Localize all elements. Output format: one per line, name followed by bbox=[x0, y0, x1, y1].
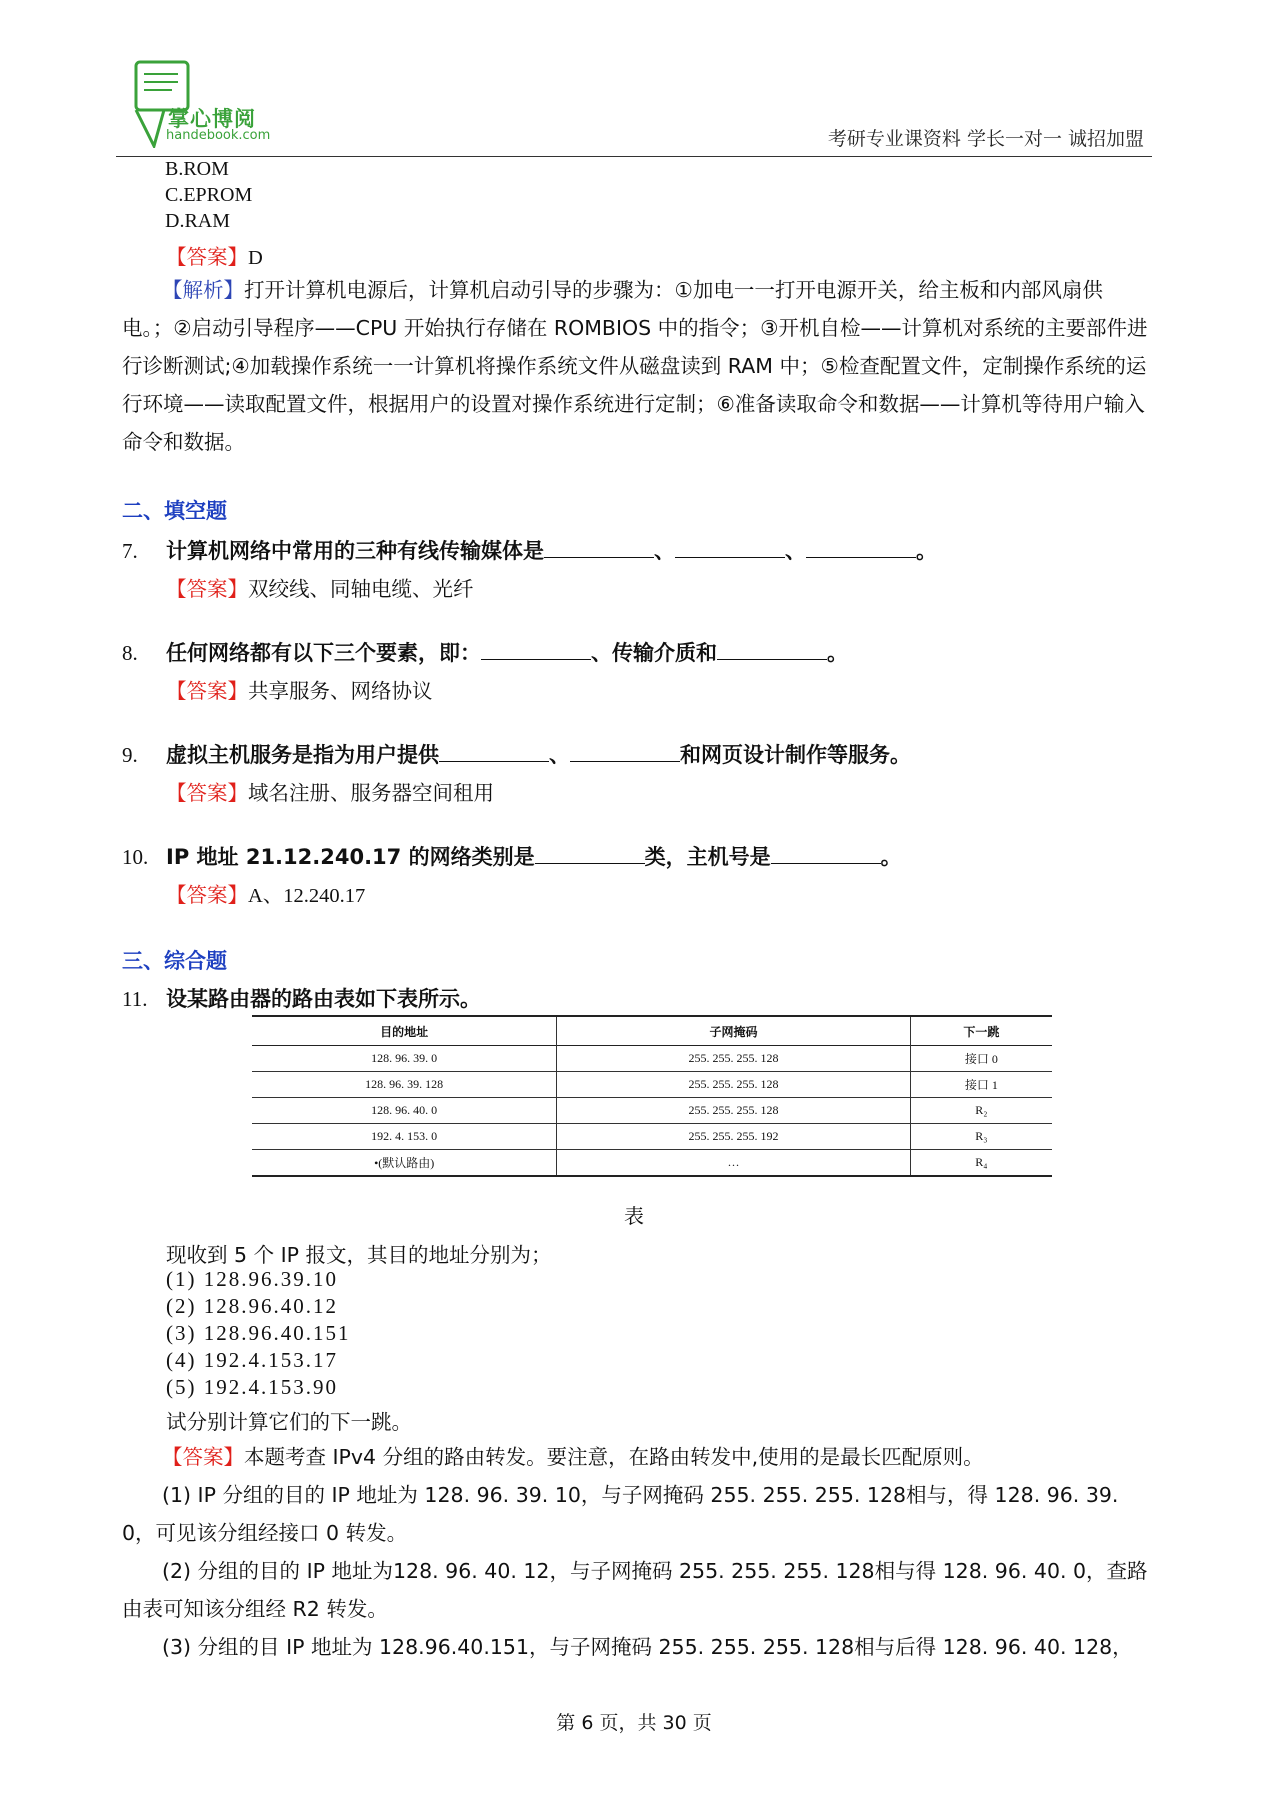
q8-text: 任何网络都有以下三个要素，即： bbox=[166, 641, 481, 665]
cell: R₂ bbox=[910, 1098, 1052, 1124]
blank bbox=[675, 539, 785, 558]
q7-answer bbox=[166, 572, 474, 602]
section-comprehensive: 三、综合题 bbox=[122, 949, 227, 973]
q10-end: 。 bbox=[880, 845, 902, 869]
section-fill-in: 二、填空题 bbox=[122, 499, 227, 523]
q6-analysis-text: 打开计算机电源后，计算机启动引导的步骤为：①加电一一打开电源开关，给主板和内部风扇供电。；②启动引导程序——CPU 开始执行存储在 ROMBIOS 中的指令；③开机自检——计算机对系统的主要部件进行诊断测试;④加载操作系统一一计算机将操作系统文件从磁盘读到 RAM 中；⑤检查配置文件，定制操作系统的运行环境——读取配置文件，根据用户的设置对操作系统进行定制；⑥准备读取命令和数据——计算机等待用户输入命令和数据。 bbox=[122, 278, 1148, 454]
q9-number: 9. bbox=[122, 743, 138, 767]
q9-answer-value: 域名注册、服务器空间租用 bbox=[248, 781, 494, 805]
answer-tag: 【答案】 bbox=[166, 883, 248, 907]
logo-brand-url: handebook.com bbox=[166, 128, 271, 143]
q8-end: 。 bbox=[827, 641, 848, 665]
question-11 bbox=[122, 983, 481, 1013]
q8-mid: 、传输介质和 bbox=[591, 641, 717, 665]
q9-text: 虚拟主机服务是指为用户提供 bbox=[166, 743, 439, 767]
q7-number: 7. bbox=[122, 539, 138, 563]
table-header-row bbox=[252, 1016, 1052, 1046]
cell: 255. 255. 255. 128 bbox=[557, 1072, 910, 1098]
address-5: (5) 192.4.153.90 bbox=[166, 1375, 338, 1399]
answer-tag: 【答案】 bbox=[162, 1445, 244, 1469]
cell: 128. 96. 39. 0 bbox=[371, 1051, 438, 1065]
question-8 bbox=[122, 637, 848, 667]
blank bbox=[535, 845, 645, 864]
q7-answer-value: 双绞线、同轴电缆、光纤 bbox=[248, 577, 474, 601]
address-4: (4) 192.4.153.17 bbox=[166, 1348, 338, 1372]
cell: 255. 255. 255. 128 bbox=[557, 1098, 910, 1124]
table-row bbox=[252, 1124, 1052, 1150]
cell: 255. 255. 255. 128 bbox=[557, 1046, 910, 1072]
blank bbox=[439, 743, 549, 762]
q7-sep: 、 bbox=[785, 539, 806, 563]
col-mask: 子网掩码 bbox=[557, 1016, 910, 1046]
page-footer: 第 6 页，共 30 页 bbox=[556, 1712, 712, 1734]
q6-answer-value: D bbox=[248, 247, 263, 269]
table-row bbox=[252, 1098, 1052, 1124]
cell: •(默认路由) bbox=[374, 1156, 435, 1170]
table-row bbox=[252, 1072, 1052, 1098]
option-c: C.EPROM bbox=[165, 184, 253, 206]
blank bbox=[570, 743, 680, 762]
q11-step-1-text: (1) IP 分组的目的 IP 地址为 128. 96. 39. 10，与子网掩码 255. 255. 255. 128相与，得 128. 96. 39. 0，可见该分组经接口 0 转发。 bbox=[122, 1483, 1119, 1545]
table-row bbox=[252, 1046, 1052, 1072]
blank bbox=[717, 641, 827, 660]
answer-tag: 【答案】 bbox=[166, 245, 248, 269]
q10-mid: 类，主机号是 bbox=[644, 845, 771, 869]
question-9 bbox=[122, 739, 911, 769]
blank bbox=[771, 845, 881, 864]
routing-table bbox=[252, 1015, 1052, 1177]
blank bbox=[481, 641, 591, 660]
q10-answer-value: A、12.240.17 bbox=[248, 885, 366, 907]
header-divider bbox=[116, 156, 1152, 157]
blank bbox=[806, 539, 916, 558]
q11-answer-text: 本题考查 IPv4 分组的路由转发。要注意，在路由转发中,使用的是最长匹配原则。 bbox=[244, 1445, 984, 1469]
q8-answer bbox=[166, 674, 433, 704]
cell: R₄ bbox=[910, 1150, 1052, 1177]
q7-sep: 、 bbox=[654, 539, 675, 563]
q11-step-2 bbox=[122, 1552, 1150, 1628]
q11-number: 11. bbox=[122, 987, 148, 1011]
q11-intro: 现收到 5 个 IP 报文，其目的地址分别为； bbox=[166, 1243, 552, 1267]
option-b: B.ROM bbox=[165, 158, 229, 180]
q11-answer bbox=[122, 1438, 1150, 1476]
address-3: (3) 128.96.40.151 bbox=[166, 1321, 351, 1345]
q11-step-1 bbox=[122, 1476, 1150, 1552]
address-2: (2) 128.96.40.12 bbox=[166, 1294, 338, 1318]
answer-tag: 【答案】 bbox=[166, 781, 248, 805]
answer-tag: 【答案】 bbox=[166, 577, 248, 601]
answer-tag: 【答案】 bbox=[166, 679, 248, 703]
q11-text: 设某路由器的路由表如下表所示。 bbox=[166, 987, 481, 1011]
header-tagline: 考研专业课资料 学长一对一 诚招加盟 bbox=[827, 128, 1144, 150]
q10-number: 10. bbox=[122, 845, 149, 869]
cell: R₃ bbox=[910, 1124, 1052, 1150]
table-row bbox=[252, 1150, 1052, 1177]
address-1: (1) 128.96.39.10 bbox=[166, 1267, 338, 1291]
q7-text: 计算机网络中常用的三种有线传输媒体是 bbox=[166, 539, 544, 563]
question-10 bbox=[122, 841, 902, 871]
analysis-tag: 【解析】 bbox=[162, 278, 244, 302]
table-caption: 表 bbox=[624, 1204, 644, 1228]
q10-answer bbox=[166, 878, 365, 908]
q9-answer bbox=[166, 776, 494, 806]
option-d: D.RAM bbox=[165, 210, 231, 232]
cell: 128. 96. 39. 128 bbox=[365, 1077, 444, 1091]
cell: 128. 96. 40. 0 bbox=[371, 1103, 438, 1117]
q10-text: IP 地址 21.12.240.17 的网络类别是 bbox=[166, 845, 535, 869]
q6-answer bbox=[166, 240, 263, 270]
q11-ask: 试分别计算它们的下一跳。 bbox=[166, 1410, 412, 1434]
cell: 接口 1 bbox=[910, 1072, 1052, 1098]
q9-mid: 、 bbox=[549, 743, 570, 767]
blank bbox=[544, 539, 654, 558]
cell: 接口 0 bbox=[910, 1046, 1052, 1072]
col-dest: 目的地址 bbox=[380, 1024, 429, 1039]
q11-step-2-text: (2) 分组的目的 IP 地址为128. 96. 40. 12，与子网掩码 255. 255. 255. 128相与得 128. 96. 40. 0，查路由表可知该分组经 R2 转发。 bbox=[122, 1559, 1148, 1621]
q7-end: 。 bbox=[916, 539, 937, 563]
q6-analysis bbox=[122, 271, 1150, 461]
cell: 192. 4. 153. 0 bbox=[371, 1129, 438, 1143]
q8-number: 8. bbox=[122, 641, 138, 665]
cell: 255. 255. 255. 192 bbox=[557, 1124, 910, 1150]
q11-step-3 bbox=[122, 1628, 1150, 1666]
cell: … bbox=[557, 1150, 910, 1177]
q9-tail: 和网页设计制作等服务。 bbox=[680, 743, 911, 767]
logo-brand-cn: 掌心博阅 bbox=[168, 107, 256, 131]
col-next-hop: 下一跳 bbox=[910, 1016, 1052, 1046]
q8-answer-value: 共享服务、网络协议 bbox=[248, 679, 433, 703]
question-7 bbox=[122, 535, 937, 565]
q11-step-3-text: (3) 分组的目 IP 地址为 128.96.40.151，与子网掩码 255. 255. 255. 128相与后得 128. 96. 40. 128， bbox=[162, 1635, 1133, 1659]
